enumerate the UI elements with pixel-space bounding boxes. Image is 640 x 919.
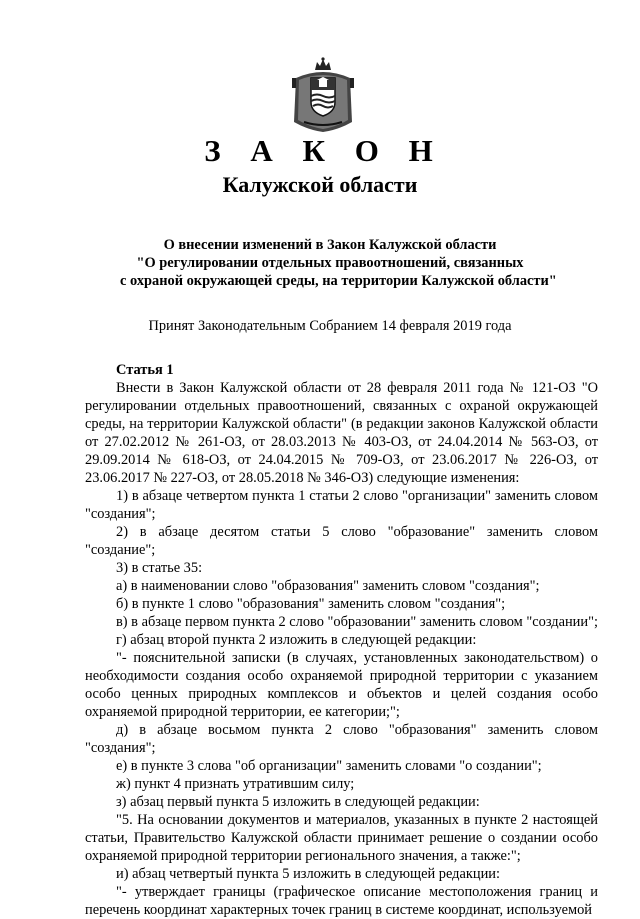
article-paragraph: в) в абзаце первом пункта 2 слово "образовании" заменить словом "создании"; <box>116 614 598 630</box>
article-title: Статья 1 <box>116 362 174 378</box>
article-body <box>85 361 598 919</box>
article-paragraph: г) абзац второй пункта 2 изложить в следующей редакции: <box>116 632 477 648</box>
article-paragraph: "- пояснительной записки (в случаях, установленных законодательством) о необходимости создания особо охраняемой природной территории с указанием особо ценных природных комплексов и объектов и целей создания особо охраняемой природной территории, ее категории;"; <box>85 650 598 720</box>
article-paragraph: 1) в абзаце четвертом пункта 1 статьи 2 слово "организации" заменить словом "создания"; <box>85 488 598 522</box>
article-paragraph: ж) пункт 4 признать утратившим силу; <box>116 776 355 792</box>
subject-line: с охраной окружающей среды, на территории Калужской области" <box>120 273 557 289</box>
region-name: Калужской области <box>222 172 418 197</box>
law-subject <box>120 236 557 290</box>
article-paragraph: Внести в Закон Калужской области от 28 февраля 2011 года № 121-ОЗ "О регулировании отдельных правоотношений, связанных с охраной окружающей среды, на территории Калужской области" (в редакции законов Калужской области от 27.02.2012 № 261-ОЗ, от 28.03.2013 № 403-ОЗ, от 24.04.2014 № 563-ОЗ, от 29.09.2014 № 618-ОЗ, от 24.04.2015 № 709-ОЗ, от 23.06.2017 № 226-ОЗ, от 23.06.2017 № 227-ОЗ, от 28.05.2018 № 346-ОЗ) следующие изменения: <box>85 380 598 486</box>
article-paragraph: 2) в абзаце десятом статьи 5 слово "образование" заменить словом "создание"; <box>85 524 598 558</box>
subject-line: О внесении изменений в Закон Калужской области <box>163 237 497 253</box>
article-paragraph: з) абзац первый пункта 5 изложить в следующей редакции: <box>116 794 480 810</box>
article-paragraph: д) в абзаце восьмом пункта 2 слово "образования" заменить словом "создания"; <box>85 722 598 756</box>
article-paragraph: и) абзац четвертый пункта 5 изложить в следующей редакции: <box>116 866 500 882</box>
law-title: З А К О Н <box>204 133 444 168</box>
article-paragraph: б) в пункте 1 слово "образования" заменить словом "создания"; <box>116 596 506 612</box>
article-paragraph: "5. На основании документов и материалов, указанных в пункте 2 настоящей статьи, Правительство Калужской области принимает решение о создании особо охраняемой природной территории регионального значения, а также:"; <box>85 812 598 864</box>
article-paragraph: 3) в статье 35: <box>116 560 203 576</box>
article-paragraph: "- утверждает границы (графическое описание местоположения границ и перечень координат характерных точек границ в системе координат, используемой <box>85 884 598 918</box>
article-paragraph: а) в наименовании слово "образования" заменить словом "создания"; <box>116 578 540 594</box>
adoption-note: Принят Законодательным Собранием 14 февраля 2019 года <box>148 318 512 334</box>
article-paragraph: е) в пункте 3 слова "об организации" заменить словами "о создании"; <box>116 758 542 774</box>
subject-line: "О регулировании отдельных правоотношений, связанных <box>136 255 524 271</box>
kaluga-coat-of-arms-icon <box>290 56 356 133</box>
